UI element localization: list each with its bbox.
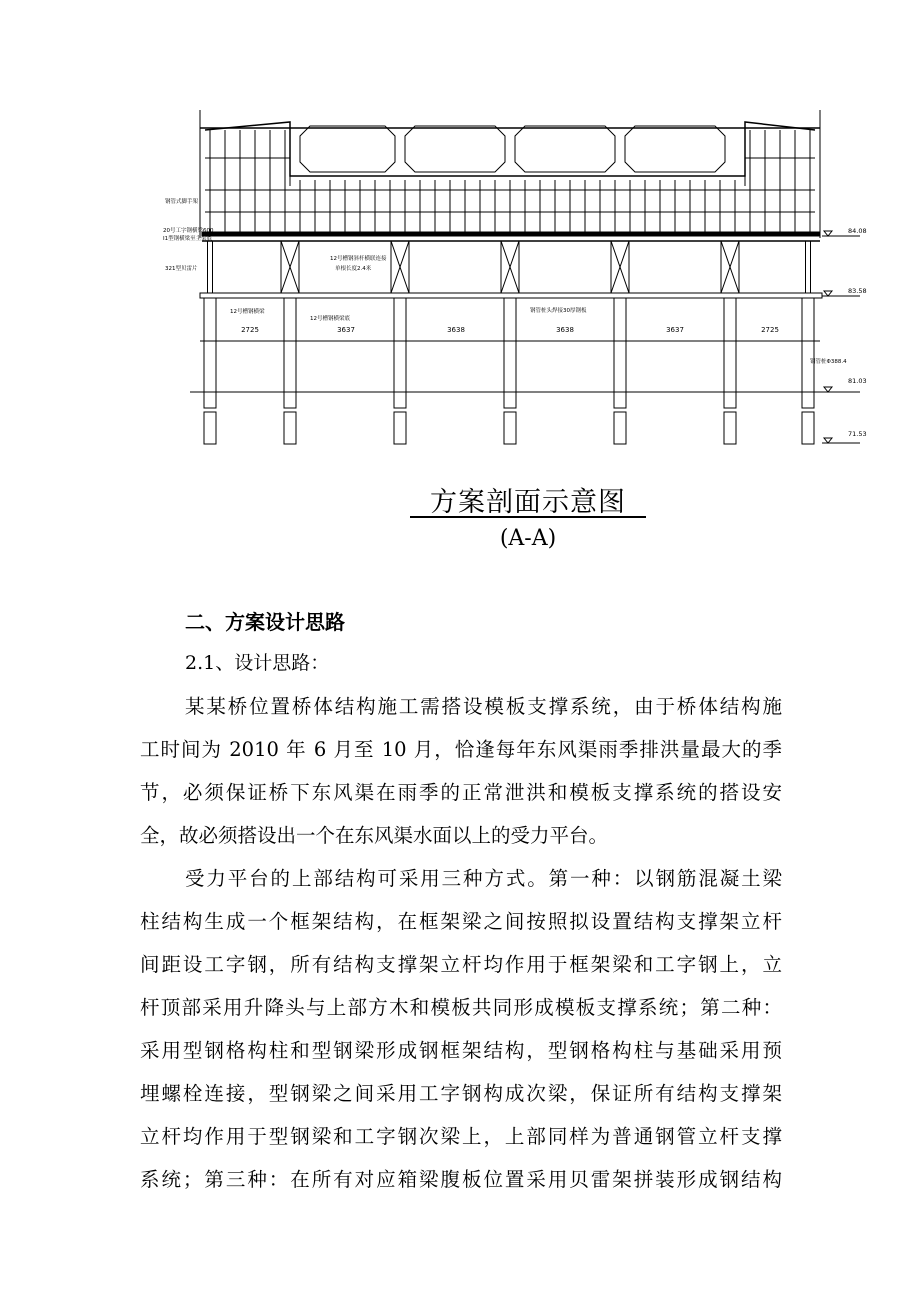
label-beam-1: 20号工字钢横梁600 <box>163 228 214 234</box>
label-bailey: 321型贝雷片 <box>165 266 198 272</box>
span-2: 3637 <box>337 326 355 334</box>
pile-lower <box>614 412 626 444</box>
paragraph-line: 埋螺栓连接，型钢梁之间采用工字钢构成次梁，保证所有结构支撑架 <box>140 1082 782 1105</box>
label-bottom-2: 12号槽钢横梁底 <box>310 316 350 322</box>
elevation-1: 84.08 <box>848 227 867 235</box>
figure-caption-subtitle: (A-A) <box>499 526 557 551</box>
label-brace-1: 12号槽钢斜杆横联连接 <box>330 256 387 262</box>
figure-caption-title: 方案剖面示意图 <box>430 487 626 518</box>
pile-lower <box>504 412 516 444</box>
label-pile: 钢管桩Φ388.4 <box>810 359 847 365</box>
pile-lower <box>802 412 814 444</box>
span-6: 2725 <box>761 326 779 334</box>
span-1: 2725 <box>241 326 259 334</box>
paragraph-line: 采用型钢格构柱和型钢梁形成钢框架结构，型钢格构柱与基础采用预 <box>140 1039 782 1062</box>
elevation-3: 81.03 <box>848 377 867 385</box>
label-beam-2: I1型钢横梁至主梁底 <box>163 236 213 242</box>
paragraph-1 <box>140 685 782 857</box>
elevation-2: 83.58 <box>848 287 867 295</box>
paragraph-line: 立杆均作用于型钢梁和工字钢次梁上，上部同样为普通钢管立杆支撑 <box>140 1125 782 1148</box>
column <box>208 241 213 293</box>
paragraph-line: 节，必须保证桥下东风渠在雨季的正常泄洪和模板支撑系统的搭设安 <box>140 781 782 804</box>
label-top: 钢管式脚手架 <box>165 199 199 205</box>
label-weld: 钢管桩头焊接30厚钢板 <box>530 308 587 314</box>
label-brace-2: 单根长度2.4米 <box>335 266 372 272</box>
span-4: 3638 <box>556 326 574 334</box>
label-bottom-1: 12号槽钢横梁 <box>230 309 265 315</box>
span-3: 3638 <box>447 326 465 334</box>
span-5: 3637 <box>666 326 684 334</box>
pile-lower <box>204 412 216 444</box>
paragraph-line: 受力平台的上部结构可采用三种方式。第一种：以钢筋混凝土梁 <box>185 867 782 890</box>
paragraph-line: 工时间为 2010 年 6 月至 10 月，恰逢每年东风渠雨季排洪量最大的季 <box>140 738 782 761</box>
paragraph-line: 某某桥位置桥体结构施工需搭设模板支撑系统，由于桥体结构施 <box>185 695 782 718</box>
section-heading: 二、方案设计思路 <box>185 610 345 634</box>
elevation-4: 71.53 <box>848 430 867 438</box>
paragraph-line: 杆顶部采用升降头与上部方木和模板共同形成模板支撑系统；第二种： <box>140 996 782 1019</box>
pile-lower <box>724 412 736 444</box>
paragraph-2 <box>140 857 782 1201</box>
section-drawing <box>160 100 867 460</box>
pile-lower <box>394 412 406 444</box>
paragraph-line: 系统；第三种：在所有对应箱梁腹板位置采用贝雷架拼装形成钢结构 <box>140 1168 782 1191</box>
paragraph-line: 间距设工字钢，所有结构支撑架立杆均作用于框架梁和工字钢上，立 <box>140 953 782 976</box>
caption-underline <box>410 516 646 518</box>
paragraph-line: 全，故必须搭设出一个在东风渠水面以上的受力平台。 <box>140 824 609 847</box>
column <box>806 241 811 293</box>
paragraph-line: 柱结构生成一个框架结构，在框架梁之间按照拟设置结构支撑架立杆 <box>140 910 782 933</box>
sub-heading: 2.1、设计思路： <box>185 652 330 674</box>
pile-lower <box>284 412 296 444</box>
